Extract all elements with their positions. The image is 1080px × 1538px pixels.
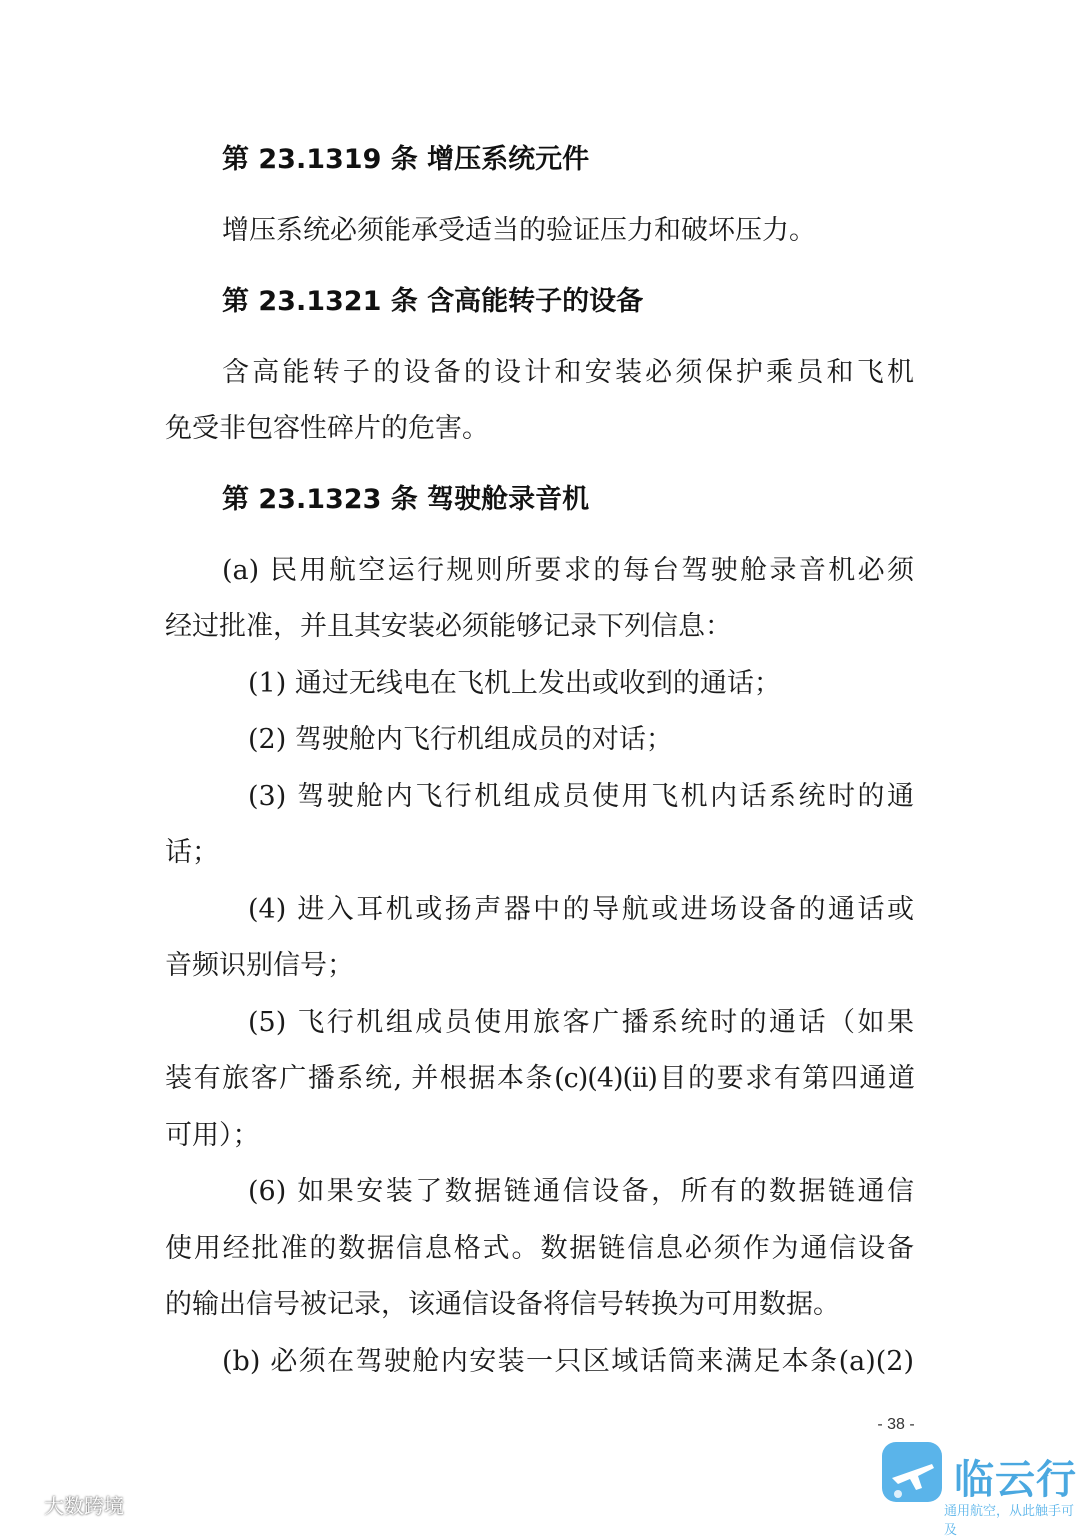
page-number: - 38 -: [877, 1416, 915, 1433]
paragraph-line: 使用经批准的数据信息格式。数据链信息必须作为通信设备: [165, 1233, 914, 1264]
airplane-logo-icon: [878, 1434, 948, 1514]
brand-name: 临云行: [954, 1457, 1077, 1503]
list-item-4: (4) 进入耳机或扬声器中的导航或进场设备的通话或: [248, 894, 914, 925]
section-heading-23-1319: 第 23.1319 条 增压系统元件: [222, 144, 590, 175]
paragraph-line: 含高能转子的设备的设计和安装必须保护乘员和飞机: [222, 357, 914, 388]
list-item-3: (3) 驾驶舱内飞行机组成员使用飞机内话系统时的通: [248, 781, 914, 812]
list-item-6: (6) 如果安装了数据链通信设备，所有的数据链通信: [248, 1176, 914, 1207]
list-item-1: (1) 通过无线电在飞机上发出或收到的通话；: [248, 668, 781, 699]
watermark-left-text: 大数跨境: [44, 1494, 124, 1518]
paragraph-line: 增压系统必须能承受适当的验证压力和破坏压力。: [222, 215, 816, 246]
paragraph-line: (a) 民用航空运行规则所要求的每台驾驶舱录音机必须: [222, 555, 914, 586]
paragraph-line: 可用）；: [165, 1120, 260, 1151]
paragraph-line: 经过批准，并且其安装必须能够记录下列信息：: [165, 611, 732, 642]
list-item-2: (2) 驾驶舱内飞行机组成员的对话；: [248, 724, 673, 755]
paragraph-line: (b) 必须在驾驶舱内安装一只区域话筒来满足本条(a)(2): [222, 1346, 914, 1377]
paragraph-line: 免受非包容性碎片的危害。: [165, 413, 489, 444]
paragraph-line: 的输出信号被记录，该通信设备将信号转换为可用数据。: [165, 1289, 840, 1320]
brand-slogan: 通用航空，从此触手可及: [944, 1504, 1075, 1538]
weibo-icon: [10, 1492, 38, 1517]
section-heading-23-1321: 第 23.1321 条 含高能转子的设备: [222, 286, 644, 317]
paragraph-line: 音频识别信号；: [165, 950, 354, 981]
section-heading-23-1323: 第 23.1323 条 驾驶舱录音机: [222, 484, 590, 515]
paragraph-line: 话；: [165, 837, 219, 868]
watermark-left: [10, 1490, 124, 1519]
paragraph-line: 装有旅客广播系统, 并根据本条(c)(4)(ii)目的要求有第四通道: [165, 1063, 914, 1094]
list-item-5: (5) 飞行机组成员使用旅客广播系统时的通话（如果: [248, 1007, 914, 1038]
